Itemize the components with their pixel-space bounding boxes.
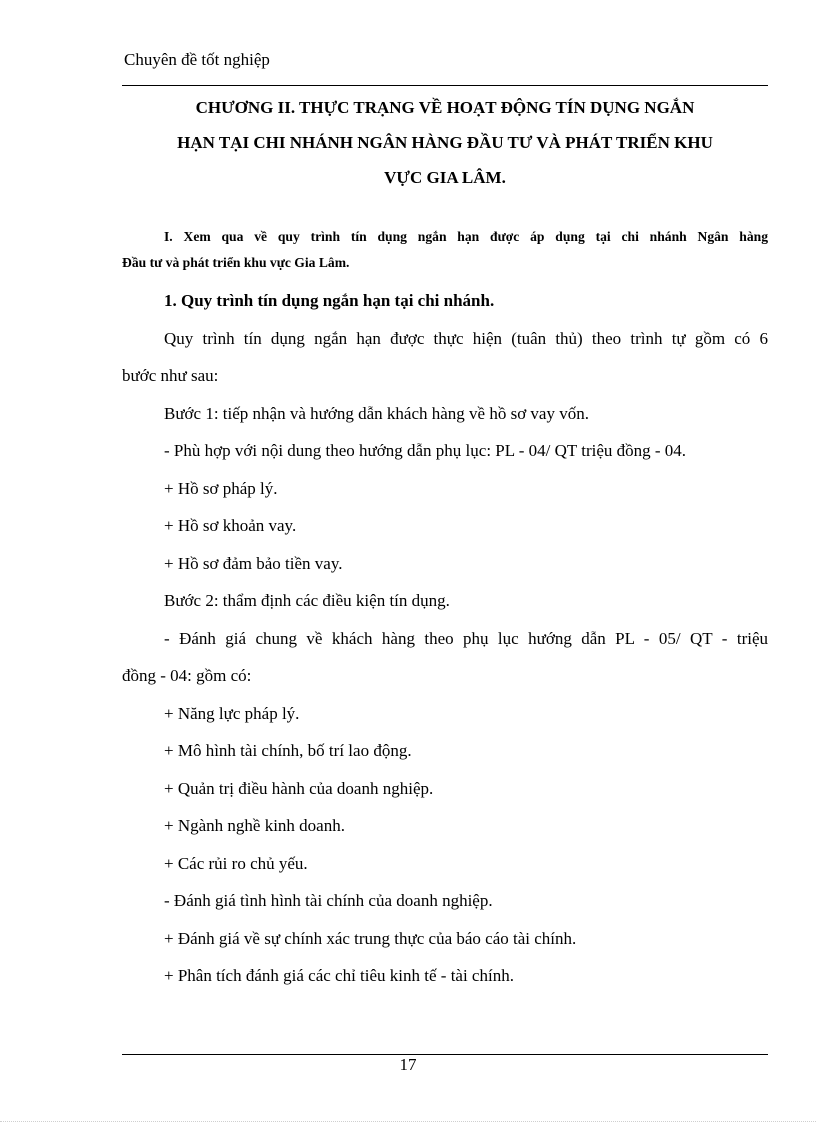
- running-header: Chuyên đề tốt nghiệp: [124, 50, 270, 69]
- step-2-item-9: + Phân tích đánh giá các chỉ tiêu kinh tế - tài chính.: [164, 966, 514, 985]
- header-rule: [122, 85, 768, 86]
- step-1-item-1: - Phù hợp với nội dung theo hướng dẫn phụ lục: PL - 04/ QT triệu đồng - 04.: [164, 441, 687, 460]
- step-2-item-8: + Đánh giá về sự chính xác trung thực của báo cáo tài chính.: [164, 928, 577, 948]
- step-1-item-3: + Hồ sơ khoản vay.: [164, 516, 297, 535]
- step-1: Bước 1: tiếp nhận và hướng dẫn khách hàng về hồ sơ vay vốn.: [164, 403, 589, 423]
- chapter-title: [122, 90, 768, 195]
- step-2-item-4: + Quản trị điều hành của doanh nghiệp.: [164, 778, 434, 798]
- body-text: [122, 282, 768, 995]
- chapter-title-line-1: CHƯƠNG II. THỰC TRẠNG VỀ HOẠT ĐỘNG TÍN DỤNG NGẮN: [195, 98, 695, 117]
- chapter-title-line-3: VỰC GIA LÂM.: [384, 168, 506, 187]
- section-heading-line-1: I. Xem qua về quy trình tín dụng ngắn hạn được áp dụng tại chi nhánh Ngân hàng: [164, 229, 768, 244]
- step-2-item-7: - Đánh giá tình hình tài chính của doanh nghiệp.: [164, 891, 493, 910]
- step-1-item-4: + Hồ sơ đảm bảo tiền vay.: [164, 553, 343, 573]
- section-heading-line-2: Đầu tư và phát triển khu vực Gia Lâm.: [122, 255, 350, 270]
- paragraph-intro-line-2: bước như sau:: [122, 366, 219, 385]
- step-2-item-2: + Năng lực pháp lý.: [164, 703, 300, 723]
- page-number: 17: [399, 1055, 417, 1074]
- subheading: 1. Quy trình tín dụng ngắn hạn tại chi nhánh.: [164, 291, 495, 310]
- step-2-item-3: + Mô hình tài chính, bố trí lao động.: [164, 741, 412, 760]
- step-2: Bước 2: thẩm định các điều kiện tín dụng.: [164, 591, 450, 610]
- paragraph-intro-line-1: Quy trình tín dụng ngắn hạn được thực hiện (tuân thủ) theo trình tự gồm có 6: [164, 328, 768, 348]
- step-2-item-5: + Ngành nghề kinh doanh.: [164, 816, 345, 835]
- section-heading: [122, 224, 768, 276]
- step-1-item-2: + Hồ sơ pháp lý.: [164, 478, 278, 498]
- chapter-title-line-2: HẠN TẠI CHI NHÁNH NGÂN HÀNG ĐẦU TƯ VÀ PHÁT TRIỂN KHU: [177, 133, 713, 152]
- step-2-item-6: + Các rủi ro chủ yếu.: [164, 853, 308, 873]
- page-edge-dotted-line: [0, 1121, 816, 1122]
- step-2-item-1-line-2: đồng - 04: gồm có:: [122, 666, 252, 685]
- step-2-item-1-line-1: - Đánh giá chung về khách hàng theo phụ lục hướng dẫn PL - 05/ QT - triệu: [164, 628, 768, 648]
